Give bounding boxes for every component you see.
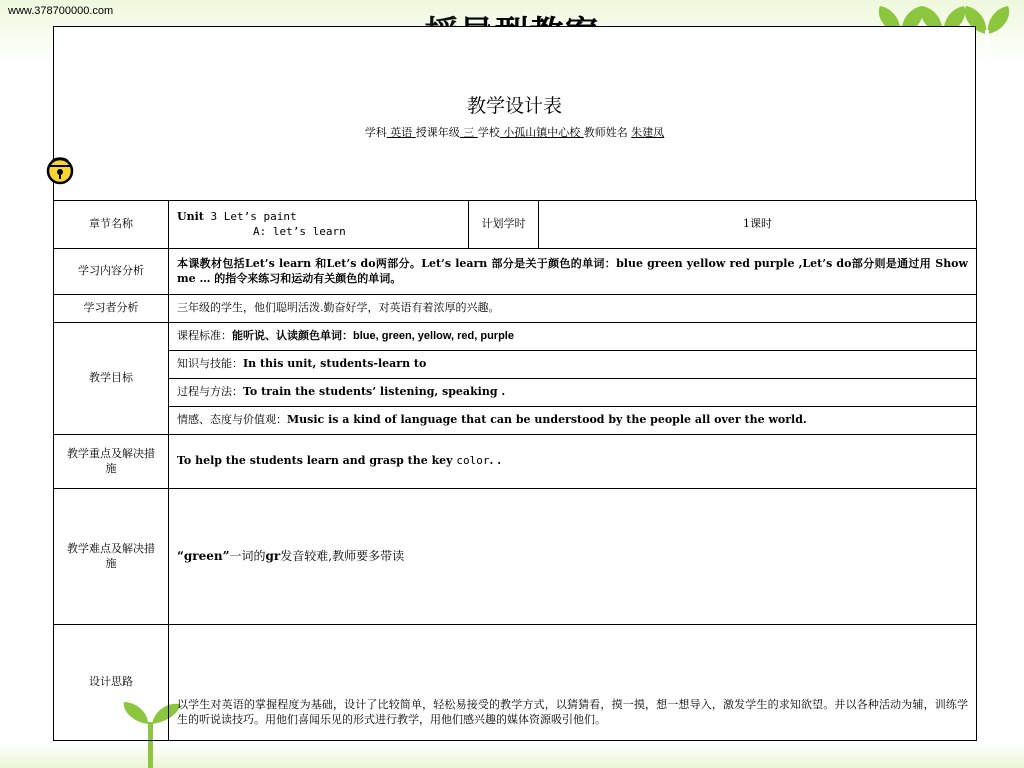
school-value: 小孤山镇中心校 [499, 126, 584, 139]
table-row [54, 407, 977, 435]
table-row [54, 489, 977, 625]
difficulties-gr: gr [265, 549, 281, 564]
school-label: 学校 [477, 126, 500, 139]
goal-item [169, 379, 977, 407]
goal-prefix: 课程标准： [177, 329, 232, 343]
grade-value: 三 [459, 126, 478, 139]
site-url[interactable]: www.378700000.com [8, 5, 114, 17]
difficulties-rest: 发音较难,教师要多带读 [280, 549, 405, 564]
teacher-label: 教师姓名 [583, 126, 628, 139]
goal-item [169, 351, 977, 379]
difficulties-mid: 一词的 [229, 549, 266, 564]
subject-label: 学科 [364, 126, 387, 139]
table-row [54, 625, 977, 741]
goal-text: In this unit, students-learn to [243, 357, 427, 371]
chapter-unit-title: 3 Let’s paint [203, 209, 297, 223]
table-row [54, 249, 977, 295]
content-analysis-label: 学习内容分析 [54, 249, 169, 295]
key-points-tail: . . [489, 454, 502, 468]
chapter-part: A: let’s learn [253, 224, 346, 238]
chapter-unit-bold: Unit [177, 209, 204, 223]
table-row [54, 435, 977, 489]
difficulties-quote: “green” [177, 549, 230, 564]
goal-item [169, 323, 977, 351]
design-text: 以学生对英语的掌握程度为基础，设计了比较简单，轻松易接受的教学方式，以猜猜看，摸一摸，想一想导入，激发学生的求知欲望。并以各种活动为辅，训练学生的听说读技巧。用他们喜闻乐见的形式进行教学，用他们感兴趣的媒体资源吸引他们。 [169, 625, 977, 741]
content-analysis-text: 本课教材包括Let’s learn 和Let’s do两部分。Let’s learn 部分是关于颜色的单词：blue green yellow red purple ,Let’s do部分则是通过用 Show me … 的指令来练习和运动有关颜色的单词。 [169, 249, 977, 295]
lesson-plan-table [53, 200, 977, 741]
difficulties-label: 教学难点及解决措施 [54, 489, 169, 625]
key-points-word: color [456, 454, 490, 468]
learner-analysis-label: 学习者分析 [54, 295, 169, 323]
goal-text: 能听说、认读颜色单词：blue, green, yellow, red, purple [232, 330, 514, 343]
goal-prefix: 过程与方法： [177, 385, 243, 399]
chapter-label: 章节名称 [54, 201, 169, 249]
difficulties-text [169, 489, 977, 625]
document-meta [54, 124, 975, 140]
lock-icon [44, 153, 76, 185]
document-header [53, 26, 976, 201]
key-points-main: To help the students learn and grasp the key [177, 454, 457, 468]
table-row [54, 295, 977, 323]
table-row [54, 201, 977, 249]
goal-item [169, 407, 977, 435]
key-points-label: 教学重点及解决措施 [54, 435, 169, 489]
key-points-text [169, 435, 977, 489]
table-row [54, 379, 977, 407]
learner-analysis-text: 三年级的学生，他们聪明活泼.勤奋好学，对英语有着浓厚的兴趣。 [169, 295, 977, 323]
design-label: 设计思路 [54, 625, 169, 741]
goal-text: Music is a kind of language that can be understood by the people all over the world. [287, 413, 807, 427]
goal-prefix: 知识与技能： [177, 357, 243, 371]
table-row [54, 351, 977, 379]
table-row [54, 323, 977, 351]
grade-label: 授课年级 [415, 126, 460, 139]
teacher-value: 朱建凤 [631, 126, 665, 139]
plan-hours-label: 计划学时 [469, 201, 539, 249]
goal-text: To train the students’ listening, speaking . [243, 385, 506, 399]
goal-prefix: 情感、态度与价值观： [177, 413, 287, 427]
chapter-value [169, 201, 469, 249]
goals-label: 教学目标 [54, 323, 169, 435]
plan-hours-value: 1课时 [539, 201, 977, 249]
subject-value: 英语 [386, 126, 416, 139]
document-heading: 教学设计表 [466, 95, 562, 117]
